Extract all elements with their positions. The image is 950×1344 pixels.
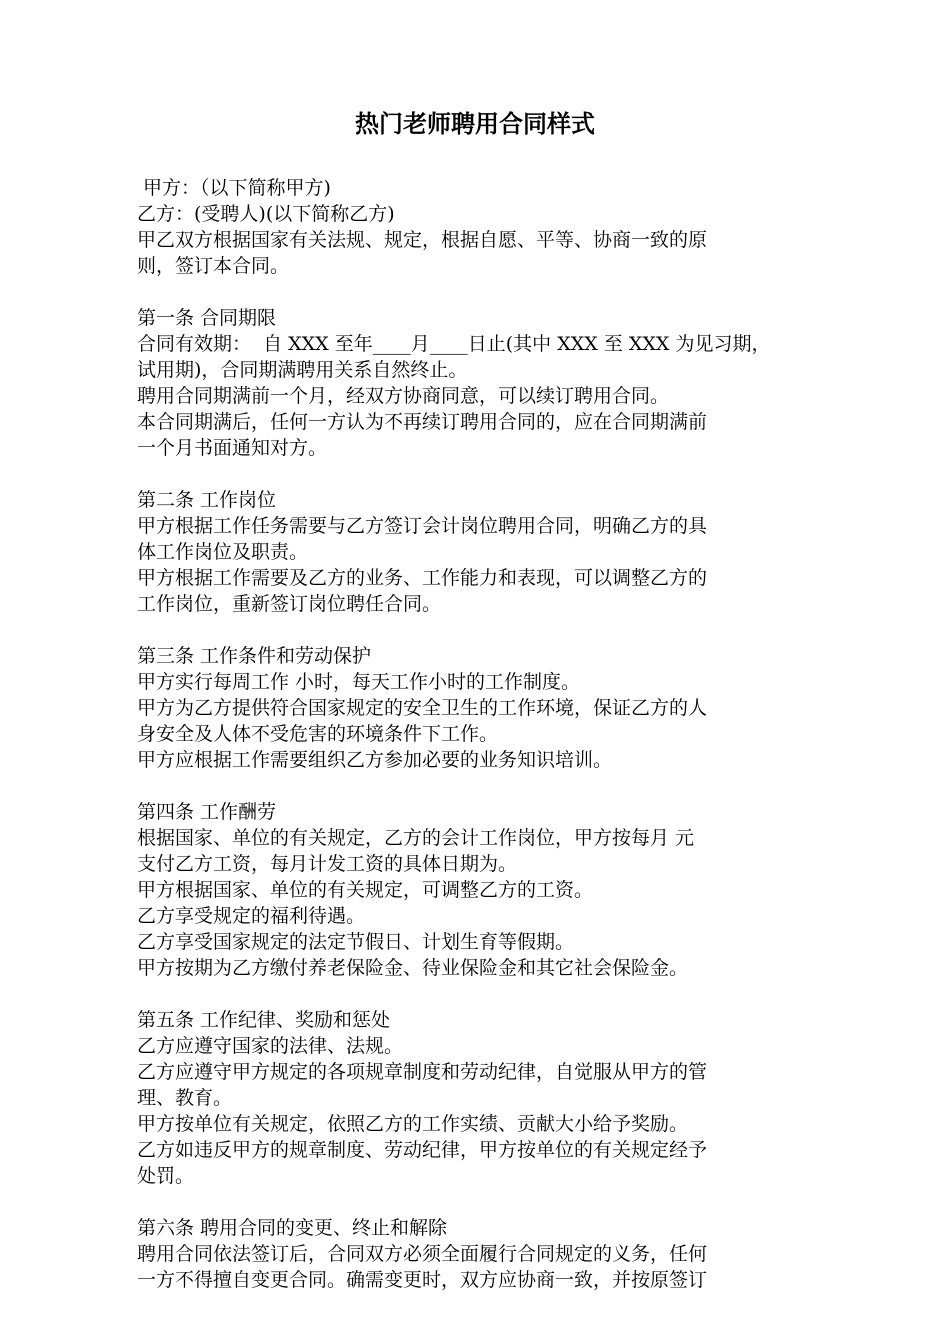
text-line: 本合同期满后，任何一方认为不再续订聘用合同的，应在合同期满前 xyxy=(137,411,708,433)
text-line: 甲方根据工作需要及乙方的业务、工作能力和表现，可以调整乙方的 xyxy=(137,567,708,589)
paragraph-gap xyxy=(137,773,827,799)
text-line: 乙方如违反甲方的规章制度、劳动纪律，甲方按单位的有关规定经予 xyxy=(137,1139,708,1161)
section-heading: 第六条 聘用合同的变更、终止和解除 xyxy=(137,1217,448,1239)
text-line: 则，签订本合同。 xyxy=(137,255,290,277)
text-line: 甲方按单位有关规定，依照乙方的工作实绩、贡献大小给予奖励。 xyxy=(137,1113,689,1135)
text-line: 乙方应遵守国家的法律、法规。 xyxy=(137,1035,404,1057)
text-line: 甲方实行每周工作 小时，每天工作小时的工作制度。 xyxy=(137,671,581,693)
section-heading: 第四条 工作酬劳 xyxy=(137,801,277,823)
text-line: 聘用合同期满前一个月，经双方协商同意，可以续订聘用合同。 xyxy=(137,385,670,407)
section-heading: 第五条 工作纪律、奖励和惩处 xyxy=(137,1009,391,1031)
document-title: 热门老师聘用合同样式 xyxy=(355,109,595,138)
text-line: 合同有效期： 自 XXX 至年____月____日止(其中 XXX 至 XXX 为见习期， xyxy=(137,333,771,355)
text-line: 根据国家、单位的有关规定，乙方的会计工作岗位，甲方按每月 元 xyxy=(137,827,695,849)
text-line: 工作岗位，重新签订岗位聘任合同。 xyxy=(137,593,442,615)
paragraph-gap xyxy=(137,617,827,643)
text-line: 乙方：(受聘人)(以下简称乙方) xyxy=(137,203,395,225)
paragraph-gap xyxy=(137,1189,827,1215)
text-line: 甲方：（以下简称甲方) xyxy=(137,177,331,199)
text-line: 乙方享受国家规定的法定节假日、计划生育等假期。 xyxy=(137,931,575,953)
text-line: 支付乙方工资，每月计发工资的具体日期为。 xyxy=(137,853,518,875)
paragraph-gap xyxy=(137,981,827,1007)
document-body xyxy=(137,175,827,1293)
text-line: 乙方应遵守甲方规定的各项规章制度和劳动纪律，自觉服从甲方的管 xyxy=(137,1061,708,1083)
text-line: 甲方为乙方提供符合国家规定的安全卫生的工作环境，保证乙方的人 xyxy=(137,697,708,719)
text-line: 处罚。 xyxy=(137,1165,195,1187)
text-line: 理、教育。 xyxy=(137,1087,233,1109)
text-line: 甲方根据国家、单位的有关规定，可调整乙方的工资。 xyxy=(137,879,594,901)
section-heading: 第一条 合同期限 xyxy=(137,307,277,329)
text-line: 甲方按期为乙方缴付养老保险金、待业保险金和其它社会保险金。 xyxy=(137,957,689,979)
section-heading: 第三条 工作条件和劳动保护 xyxy=(137,645,372,667)
text-line: 乙方享受规定的福利待遇。 xyxy=(137,905,366,927)
paragraph-gap xyxy=(137,461,827,487)
text-line: 试用期)，合同期满聘用关系自然终止。 xyxy=(137,359,468,381)
text-line: 身安全及人体不受危害的环境条件下工作。 xyxy=(137,723,499,745)
text-line: 甲方根据工作任务需要与乙方签订会计岗位聘用合同，明确乙方的具 xyxy=(137,515,708,537)
text-line: 一方不得擅自变更合同。确需变更时，双方应协商一致，并按原签订 xyxy=(137,1269,708,1291)
paragraph-gap xyxy=(137,279,827,305)
text-line: 甲方应根据工作需要组织乙方参加必要的业务知识培训。 xyxy=(137,749,613,771)
text-line: 一个月书面通知对方。 xyxy=(137,437,328,459)
text-line: 体工作岗位及职责。 xyxy=(137,541,309,563)
text-line: 甲乙双方根据国家有关法规、规定，根据自愿、平等、协商一致的原 xyxy=(137,229,708,251)
section-heading: 第二条 工作岗位 xyxy=(137,489,277,511)
text-line: 聘用合同依法签订后，合同双方必须全面履行合同规定的义务，任何 xyxy=(137,1243,708,1265)
